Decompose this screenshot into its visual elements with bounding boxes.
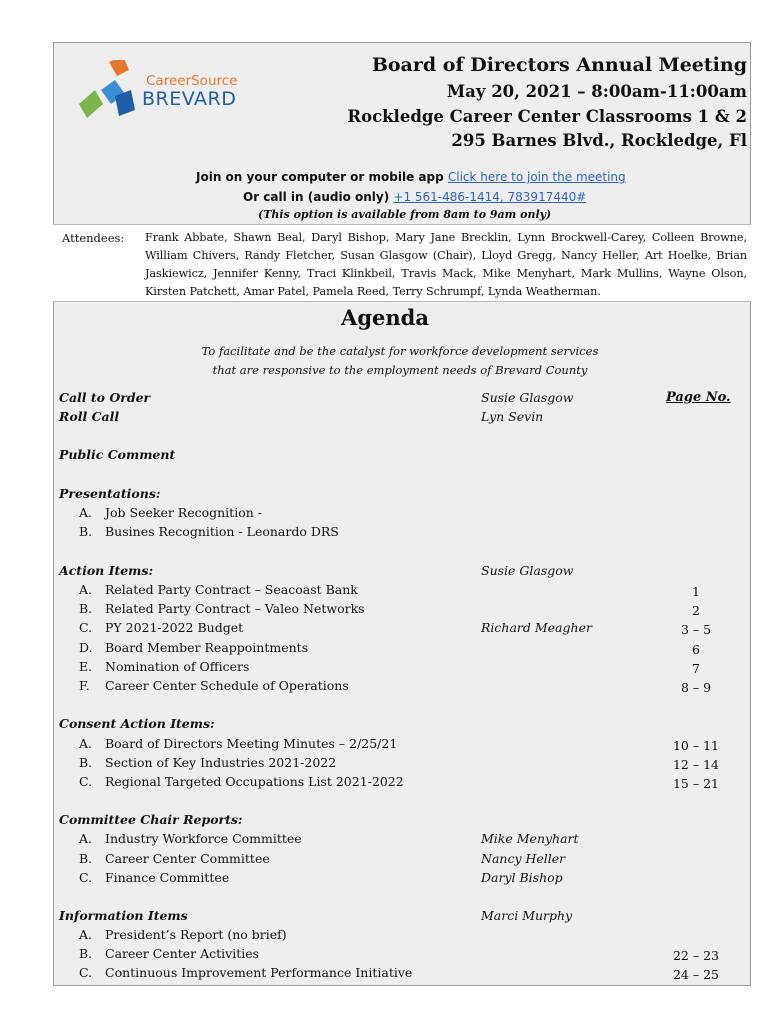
page-number: 2	[692, 603, 700, 618]
page-number: 1	[692, 584, 700, 599]
call-to-order: Call to Order	[59, 390, 151, 405]
list-item: A. President’s Report (no brief)	[79, 927, 287, 942]
list-item: B. Section of Key Industries 2021-2022	[79, 755, 337, 770]
call-to-order-presenter: Susie Glasgow	[481, 390, 574, 405]
roll-call: Roll Call	[59, 409, 120, 424]
join-meeting-link[interactable]: Click here to join the meeting	[447, 170, 626, 184]
committee-reports-heading: Committee Chair Reports:	[59, 812, 243, 827]
list-item: A. Industry Workforce Committee	[79, 831, 302, 846]
agenda-title: Agenda	[341, 305, 429, 330]
committee-presenter: Nancy Heller	[481, 851, 566, 866]
list-item: B. Busines Recognition - Leonardo DRS	[79, 524, 339, 539]
logo-line2: BREVARD	[142, 88, 237, 110]
action-items-presenter: Susie Glasgow	[481, 563, 574, 578]
meeting-date: May 20, 2021 – 8:00am-11:00am	[446, 82, 747, 101]
page-number: 7	[692, 661, 700, 676]
join-line	[196, 170, 626, 184]
presentations-heading: Presentations:	[59, 486, 161, 501]
page-number: 22 – 23	[672, 948, 719, 963]
list-item: C. PY 2021-2022 Budget	[79, 620, 244, 635]
committee-presenter: Daryl Bishop	[481, 870, 563, 885]
page-number: 15 – 21	[672, 776, 719, 791]
list-item: A. Board of Directors Meeting Minutes – 2/25/21	[79, 736, 398, 751]
list-item: B. Career Center Activities	[79, 946, 260, 961]
meeting-address: 295 Barnes Blvd., Rockledge, Fl	[451, 131, 747, 150]
page-number: 8 – 9	[680, 680, 712, 695]
list-item: B. Career Center Committee	[79, 851, 270, 866]
list-item: A. Job Seeker Recognition -	[79, 505, 262, 520]
list-item: C. Continuous Improvement Performance Initiative	[79, 965, 413, 980]
information-items-heading: Information Items	[59, 908, 188, 923]
meeting-title: Board of Directors Annual Meeting	[371, 54, 747, 76]
mission-line-1: To facilitate and be the catalyst for workforce development services	[201, 344, 599, 358]
call-in-line	[243, 190, 586, 204]
consent-items-heading: Consent Action Items:	[59, 716, 215, 731]
meeting-location: Rockledge Career Center Classrooms 1 & 2	[347, 107, 747, 126]
join-prefix: Join on your computer or mobile app	[196, 170, 444, 184]
roll-call-presenter: Lyn Sevin	[481, 409, 544, 424]
attendees-list: Frank Abbate, Shawn Beal, Daryl Bishop, Mary Jane Brecklin, Lynn Brockwell-Carey, Colleen Browne, William Chivers, Randy Fletcher, Susan Glasgow (Chair), Lloyd Gregg, Nancy Heller, Art Hoelke, Brian Jaskiewicz, Jennifer Kenny, Traci Klinkbeil, Travis Mack, Mike Menyhart, Mark Mullins, Wayne Olson, Kirsten Patchett, Amar Patel, Pamela Reed, Terry Schrumpf, Lynda Weatherman.	[145, 231, 747, 298]
call-in-note: (This option is available from 8am to 9am only)	[258, 208, 552, 221]
list-item: A. Related Party Contract – Seacoast Bank	[79, 582, 358, 597]
committee-presenter: Mike Menyhart	[481, 831, 579, 846]
public-comment: Public Comment	[59, 447, 176, 462]
action-items-heading: Action Items:	[59, 563, 154, 578]
page-number: 10 – 11	[672, 738, 719, 753]
page-number: 12 – 14	[672, 757, 719, 772]
call-prefix: Or call in (audio only)	[243, 190, 390, 204]
phone-link[interactable]: +1 561-486-1414, 783917440#	[393, 190, 587, 204]
list-item: E. Nomination of Officers	[79, 659, 250, 674]
information-items-presenter: Marci Murphy	[481, 908, 573, 923]
list-item: F. Career Center Schedule of Operations	[79, 678, 349, 693]
mission-line-2: that are responsive to the employment needs of Brevard County	[212, 363, 588, 377]
list-item: C. Regional Targeted Occupations List 2021-2022	[79, 774, 404, 789]
list-item: B. Related Party Contract – Valeo Networks	[79, 601, 365, 616]
list-item: D. Board Member Reappointments	[79, 640, 309, 655]
budget-presenter: Richard Meagher	[481, 620, 592, 635]
list-item: C. Finance Committee	[79, 870, 230, 885]
page-number: 6	[692, 642, 700, 657]
logo-line1: CareerSource	[146, 73, 238, 89]
page-number: 24 – 25	[672, 967, 719, 982]
attendees-label: Attendees:	[62, 231, 125, 245]
page-no-header: Page No.	[666, 390, 731, 405]
page-number: 3 – 5	[680, 622, 712, 637]
